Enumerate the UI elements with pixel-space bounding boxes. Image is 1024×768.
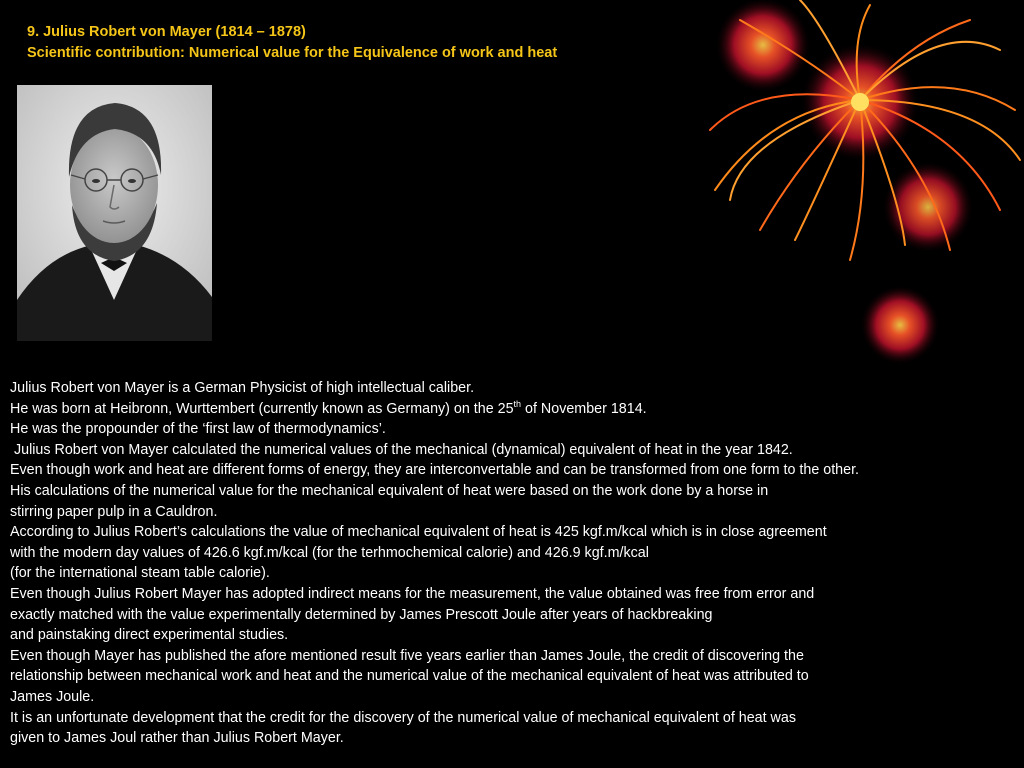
glow-orb-right — [882, 161, 974, 253]
text-line-16: James Joule. — [10, 688, 95, 705]
portrait-illustration — [17, 85, 212, 341]
text-line-2: He was born at Heibronn, Wurttembert (currently known as Germany) on the 25th of November 1814. — [10, 398, 647, 417]
slide-title: 9. Julius Robert von Mayer (1814 – 1878) — [27, 24, 306, 40]
text-line-17: It is an unfortunate development that the credit for the discovery of the numerical value of mechanical equivalent of heat was — [10, 709, 796, 726]
text-line-3: He was the propounder of the ‘first law of thermodynamics’. — [10, 421, 386, 438]
biography-text — [10, 378, 1024, 749]
text-line-6: His calculations of the numerical value for the mechanical equivalent of heat were based on the work done by a horse in — [10, 482, 769, 499]
glow-orb-bottom — [860, 285, 940, 365]
text-line-18: given to James Joul rather than Julius Robert Mayer. — [10, 730, 344, 747]
text-line-15: relationship between mechanical work and heat and the numerical value of the mechanical equivalent of heat was attributed to — [10, 668, 809, 685]
text-line-9: with the modern day values of 426.6 kgf.m/kcal (for the terhmochemical calorie) and 426.9 kgf.m/kcal — [10, 544, 649, 561]
ordinal-suffix: th — [513, 398, 522, 409]
text-line-13: and painstaking direct experimental studies. — [10, 627, 289, 644]
slide-subtitle: Scientific contribution: Numerical value for the Equivalence of work and heat — [27, 45, 558, 61]
text-line-14: Even though Mayer has published the afore mentioned result five years earlier than James Joule, the credit of discovering the — [10, 647, 804, 664]
text-line-12: exactly matched with the value experimentally determined by James Prescott Joule after years of hackbreaking — [10, 606, 713, 623]
slide-header — [27, 22, 557, 64]
text-line-1: Julius Robert von Mayer is a German Physicist of high intellectual caliber. — [10, 380, 475, 396]
firework-core — [851, 93, 869, 111]
text-line-8: According to Julius Robert’s calculations the value of mechanical equivalent of heat is 425 kgf.m/kcal which is in close agreement — [10, 524, 827, 541]
glow-orb-top — [715, 0, 811, 93]
text-line-5: Even though work and heat are different forms of energy, they are interconvertable and can be transformed from one form to the other. — [10, 462, 860, 479]
text-line-10: (for the international steam table calorie). — [10, 565, 270, 582]
text-line-11: Even though Julius Robert Mayer has adopted indirect means for the measurement, the value obtained was free from error and — [10, 585, 815, 602]
text-line-4: Julius Robert von Mayer calculated the numerical values of the mechanical (dynamical) equivalent of heat in the year 1842. — [10, 441, 793, 458]
text-line-7: stirring paper pulp in a Cauldron. — [10, 503, 218, 520]
portrait-photo — [17, 85, 212, 341]
firework-decoration — [700, 0, 1024, 380]
